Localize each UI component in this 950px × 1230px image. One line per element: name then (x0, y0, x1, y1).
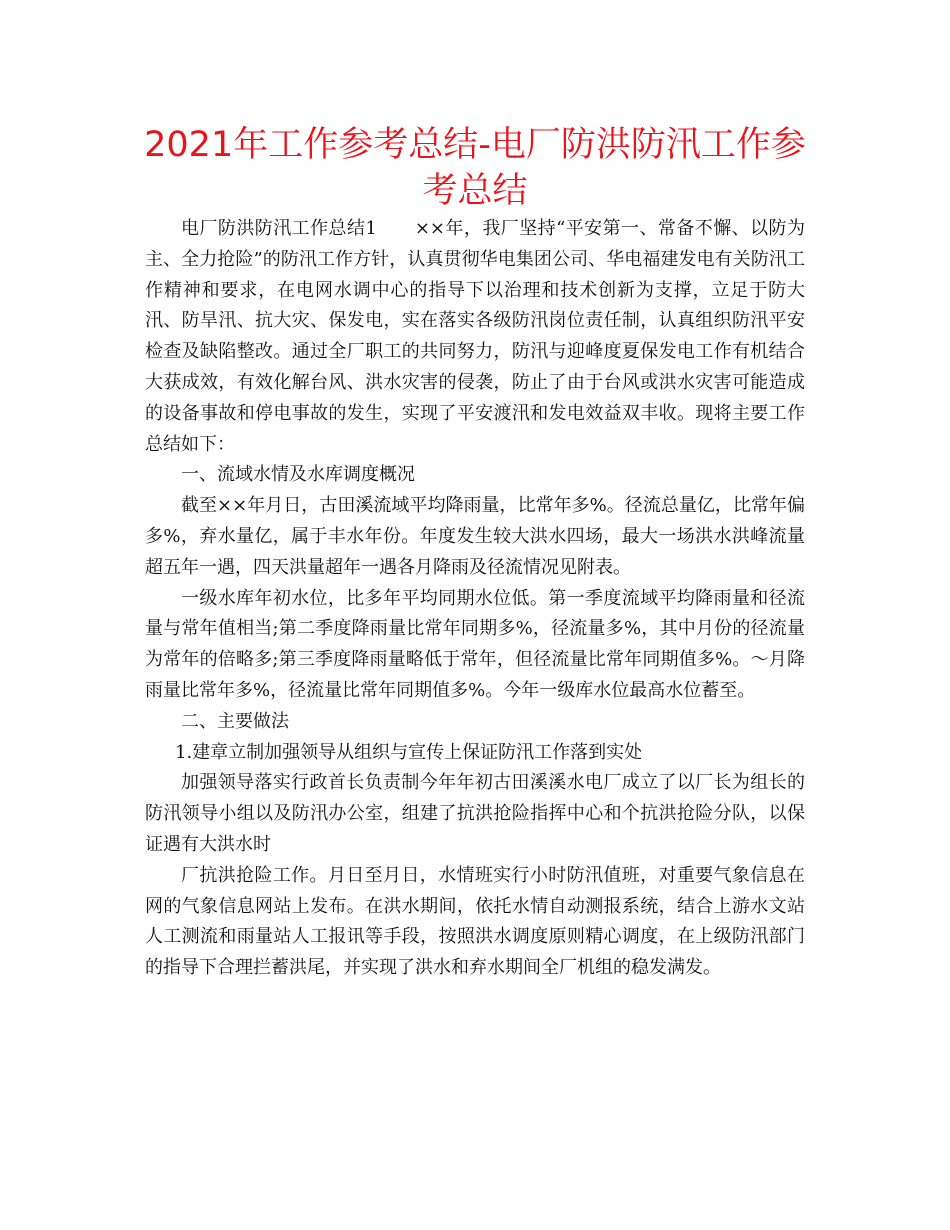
paragraph-intro-text: ××年，我厂坚持“平安第一、常备不懈、以防为主、全力抢险”的防汛工作方针，认真贯彻华电集团公司、华电福建发电有关防汛工作精神和要求，在电网水调中心的指导下以治理和技术创新为支撑，立足于防大汛、防旱汛、抗大灾、保发电，实在落实各级防汛岗位责任制，认真组织防汛平安检查及缺陷整改。通过全厂职工的共同努力，防汛与迎峰度夏保发电工作有机结合大获成效，有效化解台风、洪水灾害的侵袭，防止了由于台风或洪水灾害可能造成的设备事故和停电事故的发生，实现了平安渡汛和发电效益双丰收。现将主要工作总结如下： (145, 218, 805, 455)
document-title: 2021年工作参考总结-电厂防洪防汛工作参考总结 (144, 125, 806, 211)
section-heading-1: 一、流域水情及水库调度概况 (181, 464, 415, 486)
intro-heading: 电厂防洪防汛工作总结1 (181, 218, 377, 239)
paragraph-3: 一级水库年初水位，比多年平均同期水位低。第一季度流域平均降雨量和径流量与常年值相当;第二季度降雨量比常年同期多%，径流量多%，其中月份的径流量为常年的倍略多;第三季度降雨量略低于常年，但径流量比常年同期值多%。～月降雨量比常年多%，径流量比常年同期值多%。今年一级库水位最高水位蓄至。 (145, 587, 805, 701)
paragraph-4: 加强领导落实行政首长负责制今年年初古田溪溪水电厂成立了以厂长为组长的防汛领导小组以及防汛办公室，组建了抗洪抢险指挥中心和个抗洪抢险分队，以保证遇有大洪水时 (145, 772, 805, 855)
paragraph-5: 厂抗洪抢险工作。月日至月日，水情班实行小时防汛值班，对重要气象信息在网的气象信息网站上发布。在洪水期间，依托水情自动测报系统，结合上游水文站人工测流和雨量站人工报讯等手段，按照洪水调度原则精心调度，在上级防汛部门的指导下合理拦蓄洪尾，并实现了洪水和弃水期间全厂机组的稳发满发。 (145, 864, 805, 979)
paragraph-2: 截至××年月日，古田溪流域平均降雨量，比常年多%。径流总量亿，比常年偏多%，弃水量亿，属于丰水年份。年度发生较大洪水四场，最大一场洪水洪峰流量超五年一遇，四天洪量超年一遇各月降雨及径流情况见附表。 (145, 495, 805, 578)
paragraph-intro (145, 214, 805, 460)
subsection-heading-1: 1.建章立制加强领导从组织与宣传上保证防汛工作落到实处 (175, 741, 643, 763)
section-heading-2: 二、主要做法 (181, 710, 289, 732)
document-body (145, 214, 805, 984)
